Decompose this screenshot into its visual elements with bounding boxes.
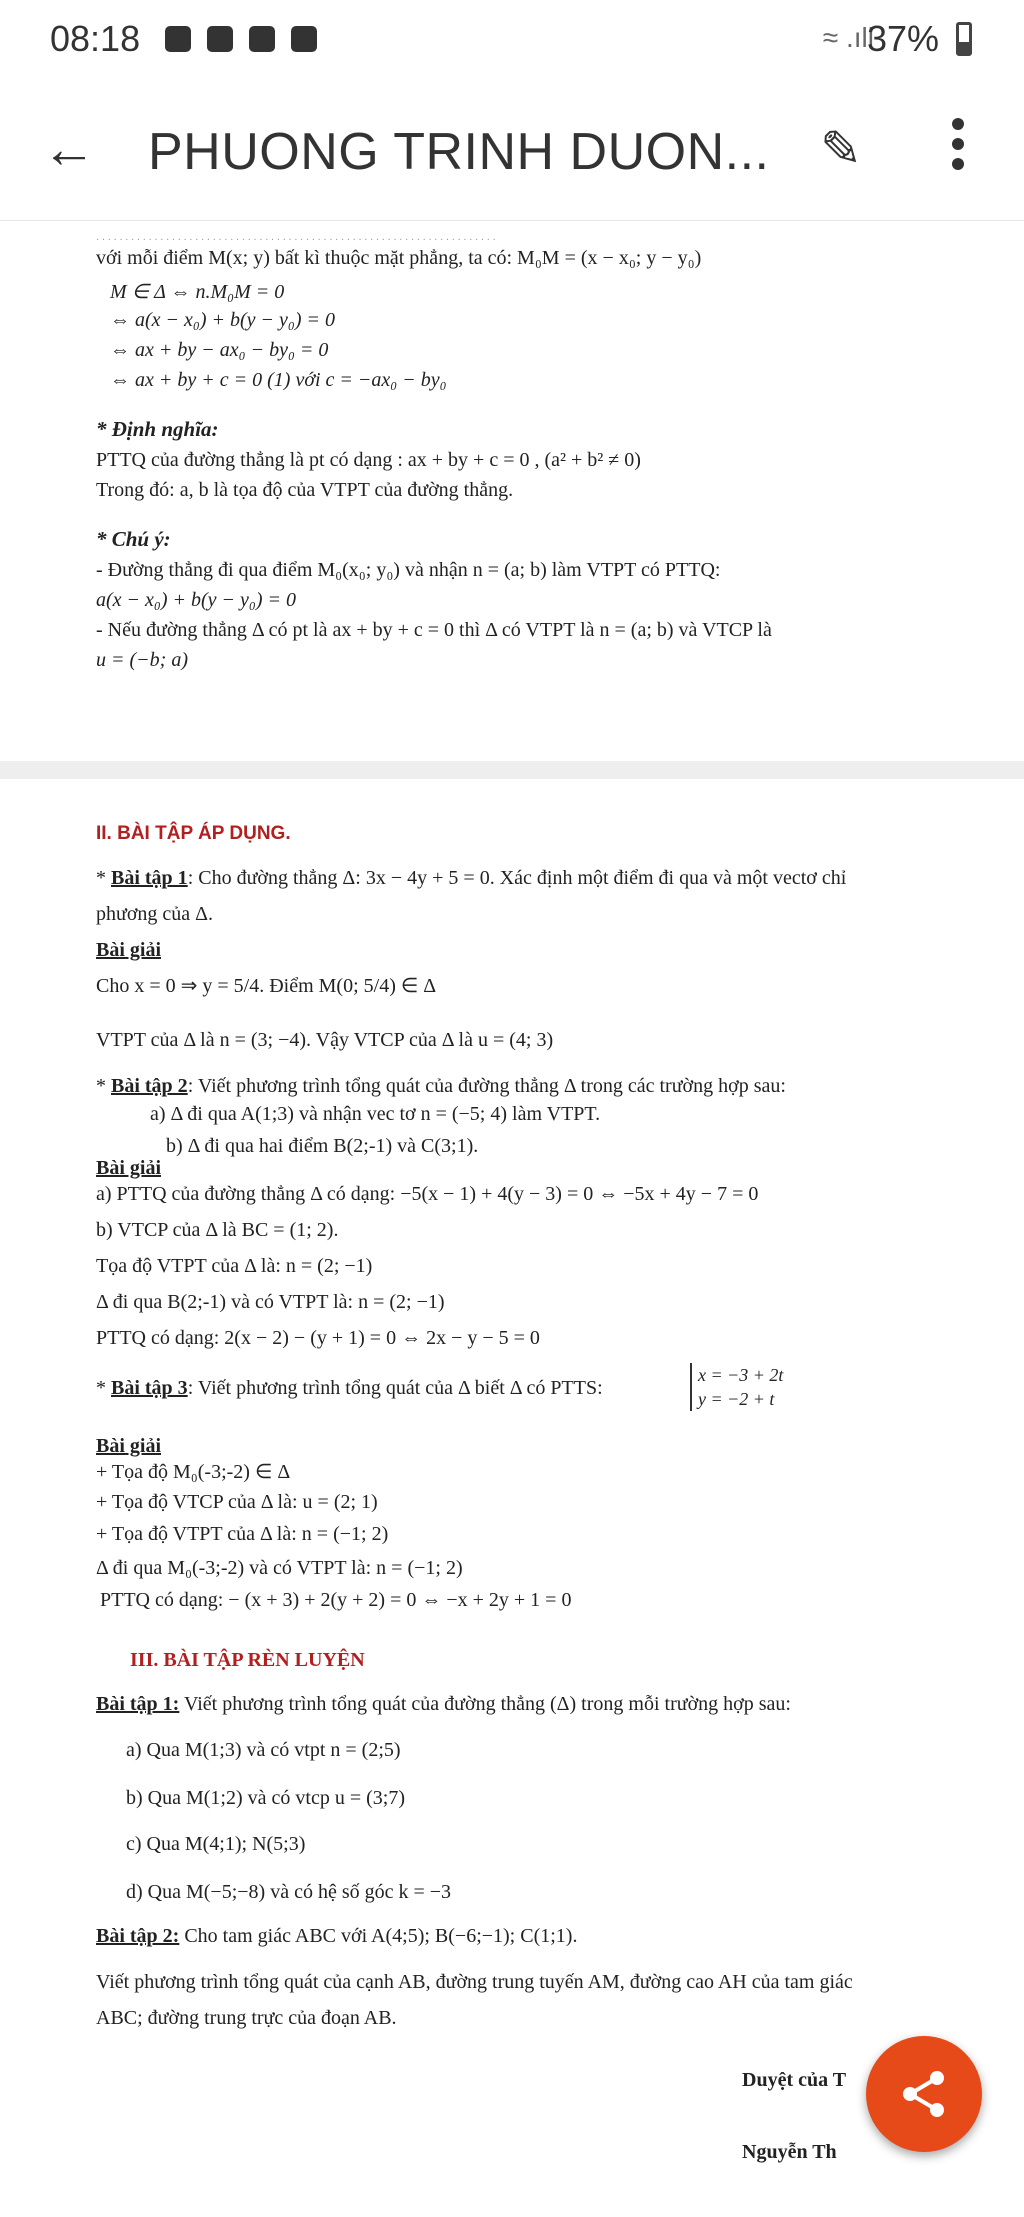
solution-label: Bài giải: [96, 1157, 162, 1179]
signature-line: Duyệt của T: [742, 2069, 847, 2091]
text-line: phương của Δ.: [96, 903, 214, 925]
math-line: a) PTTQ của đường thẳng Δ có dạng: −5(x − 1) + 4(y − 3) = 0 ⇔ −5x + 4y − 7 = 0: [96, 1183, 759, 1205]
math-line: Cho x = 0 ⇒ y = 5/4. Điểm M(0; 5/4) ∈ Δ: [96, 975, 437, 997]
share-button[interactable]: [866, 2036, 982, 2152]
wifi-signal-icon: ≈ .ıll: [822, 22, 874, 53]
exercise-1: * Bài tập 1: Cho đường thẳng Δ: 3x − 4y + 5 = 0. Xác định một điểm đi qua và một vectơ chỉ: [96, 867, 847, 889]
text-line: - Nếu đường thẳng Δ có pt là ax + by + c = 0 thì Δ có VTPT là n = (a; b) và VTCP là: [96, 619, 772, 641]
math-line: a(x − x₀) + b(y − y₀) = 0: [96, 589, 297, 611]
math-line: VTPT của Δ là n = (3; −4). Vậy VTCP của Δ là u = (4; 3): [96, 1029, 554, 1051]
document-page-2: [0, 779, 1024, 2217]
math-line: Tọa độ VTPT của Δ là: n = (2; −1): [96, 1255, 373, 1277]
notification-icon: [291, 26, 317, 52]
pencil-icon[interactable]: ✎: [820, 121, 862, 177]
text-line: b) Δ đi qua hai điểm B(2;-1) và C(3;1).: [166, 1135, 479, 1157]
math-line: + Tọa độ M₀(-3;-2) ∈ Δ: [96, 1461, 291, 1483]
exercise-text: : Cho đường thẳng Δ: 3x − 4y + 5 = 0. Xác định một điểm đi qua và một vectơ chỉ: [187, 867, 847, 889]
text-line: ABC; đường trung trực của đoạn AB.: [96, 2007, 397, 2029]
text-line: Viết phương trình tổng quát của cạnh AB, đường trung tuyến AM, đường cao AH của tam giác: [96, 1971, 853, 1993]
definition-heading: * Định nghĩa:: [96, 417, 219, 441]
exercise-label: Bài tập 1:: [96, 1693, 180, 1715]
document-title: PHUONG TRINH DUON...: [148, 123, 770, 181]
math-line: ⇔ a(x − x₀) + b(y − y₀) = 0: [110, 309, 336, 331]
exercise-label: Bài tập 3: [111, 1377, 188, 1399]
share-icon: [899, 2069, 949, 2119]
solution-label: Bài giải: [96, 939, 162, 961]
math-line: Δ đi qua B(2;-1) và có VTPT là: n = (2; −1): [96, 1291, 445, 1313]
text-line: c) Qua M(4;1); N(5;3): [126, 1833, 306, 1855]
note-heading: * Chú ý:: [96, 527, 171, 551]
text-line: b) Qua M(1;2) và có vtcp u = (3;7): [126, 1787, 405, 1809]
document-page-1: [0, 221, 1024, 761]
text-line: d) Qua M(−5;−8) và có hệ số góc k = −3: [126, 1881, 452, 1903]
exercise-text: : Viết phương trình tổng quát của Δ biết Δ có PTTS:: [187, 1377, 603, 1399]
exercise-label: Bài tập 2:: [96, 1925, 180, 1947]
text-line: PTTQ của đường thẳng là pt có dạng : ax + by + c = 0 , (a² + b² ≠ 0): [96, 449, 641, 471]
page-separator: [0, 761, 1024, 779]
exercise-label: Bài tập 2: [111, 1075, 188, 1097]
text-line: a) Qua M(1;3) và có vtpt n = (2;5): [126, 1739, 401, 1761]
parametric-system: [690, 1363, 783, 1411]
math-line: Δ đi qua M₀(-3;-2) và có VTPT là: n = (−1; 2): [96, 1557, 463, 1579]
battery-percent: 37%: [866, 18, 939, 59]
more-vertical-icon[interactable]: [952, 118, 966, 178]
cut-off-line: · · · · · · · · · · · · · · · · · · · · · · · · · · · · · · · · · · · · · · · · · · · · · · · · · · · · · · · · · · · · · · · · · · · · ·: [96, 235, 496, 246]
math-line: ⇔ ax + by − ax₀ − by₀ = 0: [110, 339, 329, 361]
text-line: - Đường thẳng đi qua điểm M₀(x₀; y₀) và nhận n = (a; b) làm VTPT có PTTQ:: [96, 559, 721, 581]
text-line: a) Δ đi qua A(1;3) và nhận vec tơ n = (−5; 4) làm VTPT.: [150, 1103, 601, 1125]
math-line: M ∈ Δ ⇔ n.M₀M = 0: [110, 281, 285, 303]
text-line: Trong đó: a, b là tọa độ của VTPT của đường thẳng.: [96, 479, 514, 501]
status-time: 08:18: [50, 18, 141, 59]
section-heading-ii: II. BÀI TẬP ÁP DỤNG.: [96, 823, 291, 844]
math-line: + Tọa độ VTPT của Δ là: n = (−1; 2): [96, 1523, 389, 1545]
notification-icon: [165, 26, 191, 52]
section-heading-iii: III. BÀI TẬP RÈN LUYỆN: [130, 1649, 365, 1671]
math-line: u = (−b; a): [96, 649, 188, 671]
battery-icon: [956, 22, 972, 56]
notification-icon: [249, 26, 275, 52]
exercise-label: Bài tập 1: [111, 867, 188, 889]
practice-1: [96, 1693, 791, 1716]
exercise-text: Viết phương trình tổng quát của đường thẳng (Δ) trong mỗi trường hợp sau:: [179, 1693, 791, 1715]
math-line: PTTQ có dạng: 2(x − 2) − (y + 1) = 0 ⇔ 2x − y − 5 = 0: [96, 1327, 540, 1349]
solution-label: Bài giải: [96, 1435, 162, 1457]
signature-name: Nguyễn Th: [742, 2141, 837, 2163]
exercise-3: * Bài tập 3: Viết phương trình tổng quát của Δ biết Δ có PTTS:: [96, 1377, 603, 1399]
math-line: PTTQ có dạng: − (x + 3) + 2(y + 2) = 0 ⇔ −x + 2y + 1 = 0: [100, 1589, 572, 1611]
status-bar: [0, 0, 1024, 80]
system-eq-2: y = −2 + t: [698, 1389, 775, 1409]
app-bar: [0, 80, 1024, 221]
system-eq-1: x = −3 + 2t: [698, 1365, 784, 1385]
exercise-2: * Bài tập 2: Viết phương trình tổng quát của đường thẳng Δ trong các trường hợp sau:: [96, 1075, 786, 1097]
math-line: b) VTCP của Δ là BC = (1; 2).: [96, 1219, 339, 1241]
notification-icon: [207, 26, 233, 52]
exercise-text: : Viết phương trình tổng quát của đường thẳng Δ trong các trường hợp sau:: [187, 1075, 786, 1097]
arrow-left-icon[interactable]: ←: [42, 119, 96, 179]
math-line: ⇔ ax + by + c = 0 (1) với c = −ax₀ − by₀: [110, 369, 447, 391]
text-line: với mỗi điểm M(x; y) bất kì thuộc mặt phẳng, ta có: M₀M = (x − x₀; y − y₀): [96, 247, 702, 269]
math-line: + Tọa độ VTCP của Δ là: u = (2; 1): [96, 1491, 378, 1513]
practice-2: [96, 1925, 577, 1948]
exercise-text: Cho tam giác ABC với A(4;5); B(−6;−1); C(1;1).: [179, 1925, 578, 1947]
